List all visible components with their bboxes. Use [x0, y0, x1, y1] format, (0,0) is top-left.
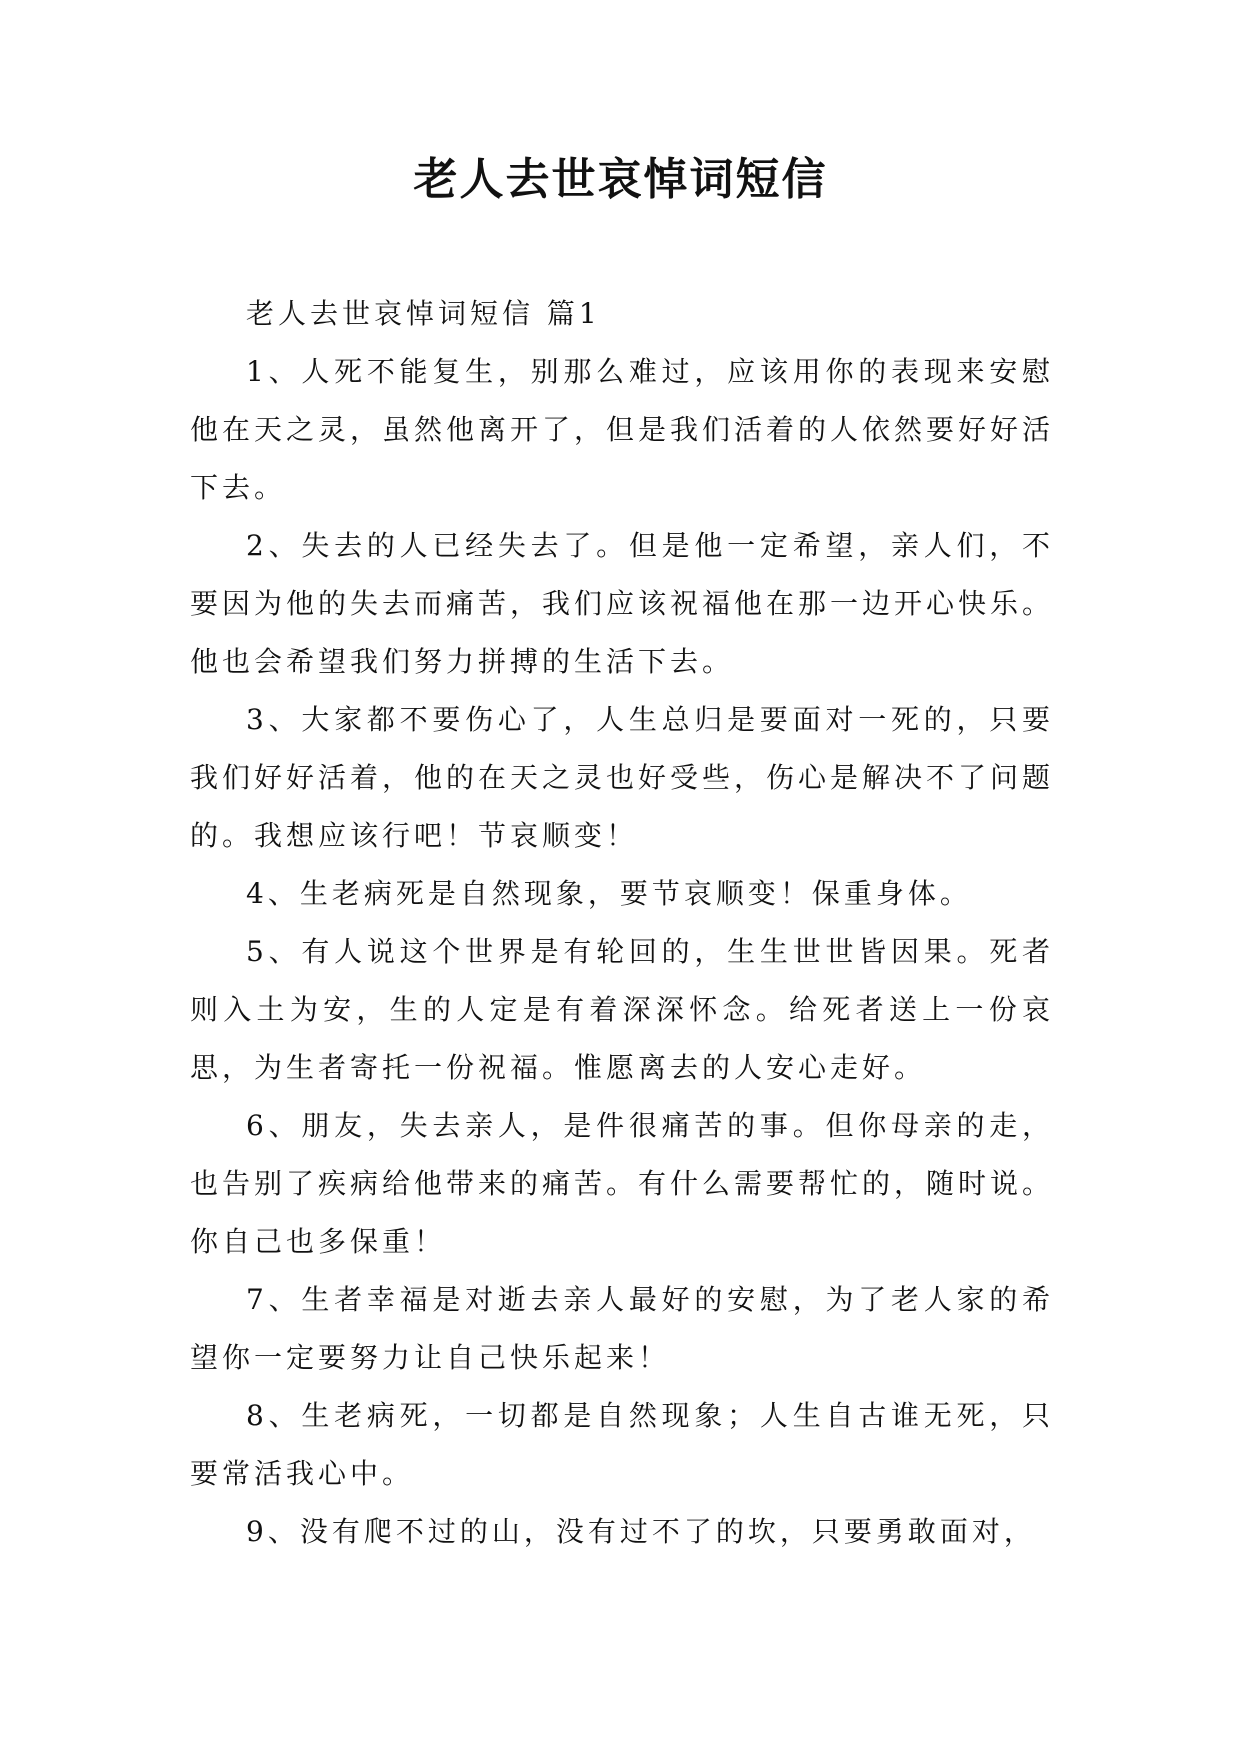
paragraph-4: 4、生老病死是自然现象，要节哀顺变！保重身体。 — [246, 877, 972, 910]
paragraph-6: 6、朋友，失去亲人，是件很痛苦的事。但你母亲的走，也告别了疾病给他带来的痛苦。有什么需要帮忙的，随时说。你自己也多保重！ — [190, 1109, 1055, 1258]
section-heading: 老人去世哀悼词短信 篇1 — [246, 297, 601, 330]
document-body — [190, 285, 1054, 1561]
paragraph-5: 5、有人说这个世界是有轮回的，生生世世皆因果。死者则入土为安，生的人定是有着深深怀念。给死者送上一份哀思，为生者寄托一份祝福。惟愿离去的人安心走好。 — [190, 935, 1054, 1084]
document-title: 老人去世哀悼词短信 — [413, 154, 828, 205]
paragraph-8: 8、生老病死，一切都是自然现象；人生自古谁无死，只要常活我心中。 — [190, 1399, 1054, 1490]
paragraph-3: 3、大家都不要伤心了，人生总归是要面对一死的，只要我们好好活着，他的在天之灵也好受些，伤心是解决不了问题的。我想应该行吧！节哀顺变！ — [190, 703, 1055, 852]
paragraph-7: 7、生者幸福是对逝去亲人最好的安慰，为了老人家的希望你一定要努力让自己快乐起来！ — [190, 1283, 1054, 1374]
paragraph-2: 2、失去的人已经失去了。但是他一定希望，亲人们，不要因为他的失去而痛苦，我们应该祝福他在那一边开心快乐。他也会希望我们努力拼搏的生活下去。 — [190, 529, 1055, 678]
paragraph-9: 9、没有爬不过的山，没有过不了的坎，只要勇敢面对， — [246, 1515, 1036, 1548]
paragraph-1: 1、人死不能复生，别那么难过，应该用你的表现来安慰他在天之灵，虽然他离开了，但是我们活着的人依然要好好活下去。 — [190, 355, 1055, 504]
